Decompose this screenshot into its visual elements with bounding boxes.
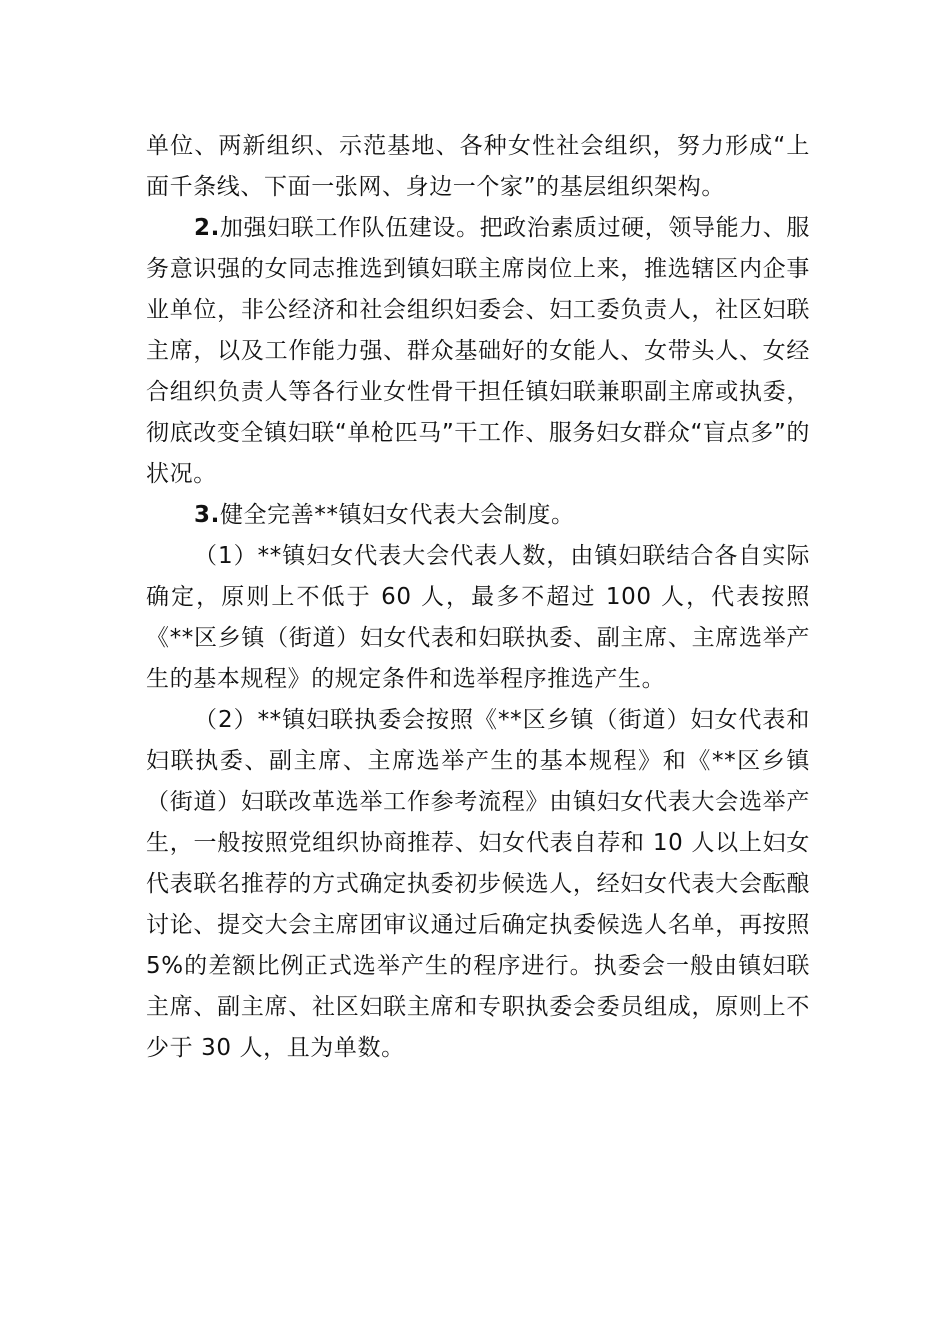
paragraph-5	[146, 700, 810, 1069]
paragraph-3-text: 健全完善**镇妇女代表大会制度。	[219, 502, 575, 528]
paragraph-4	[146, 536, 810, 700]
paragraph-1	[146, 126, 810, 208]
paragraph-2-number: 2.	[194, 215, 220, 241]
paragraph-4-text: （1）**镇妇女代表大会代表人数，由镇妇联结合各自实际确定，原则上不低于 60 人，最多不超过 100 人，代表按照《**区乡镇（街道）妇女代表和妇联执委、副主席、主席选举产生的基本规程》的规定条件和选举程序推选产生。	[146, 543, 810, 692]
paragraph-1-text: 单位、两新组织、示范基地、各种女性社会组织，努力形成“上面千条线、下面一张网、身边一个家”的基层组织架构。	[146, 133, 810, 200]
paragraph-2	[146, 208, 810, 495]
document-body	[146, 126, 810, 1069]
paragraph-3-number: 3.	[194, 502, 220, 528]
paragraph-3	[146, 495, 810, 536]
paragraph-5-text: （2）**镇妇联执委会按照《**区乡镇（街道）妇女代表和妇联执委、副主席、主席选举产生的基本规程》和《**区乡镇（街道）妇联改革选举工作参考流程》由镇妇女代表大会选举产生，一般按照党组织协商推荐、妇女代表自荐和 10 人以上妇女代表联名推荐的方式确定执委初步候选人，经妇女代表大会酝酿讨论、提交大会主席团审议通过后确定执委候选人名单，再按照 5%的差额比例正式选举产生的程序进行。执委会一般由镇妇联主席、副主席、社区妇联主席和专职执委会委员组成，原则上不少于 30 人，且为单数。	[146, 707, 810, 1061]
paragraph-2-text: 加强妇联工作队伍建设。把政治素质过硬，领导能力、服务意识强的女同志推选到镇妇联主席岗位上来，推选辖区内企事业单位，非公经济和社会组织妇委会、妇工委负责人，社区妇联主席，以及工作能力强、群众基础好的女能人、女带头人、女经合组织负责人等各行业女性骨干担任镇妇联兼职副主席或执委，彻底改变全镇妇联“单枪匹马”干工作、服务妇女群众“盲点多”的状况。	[146, 215, 810, 487]
